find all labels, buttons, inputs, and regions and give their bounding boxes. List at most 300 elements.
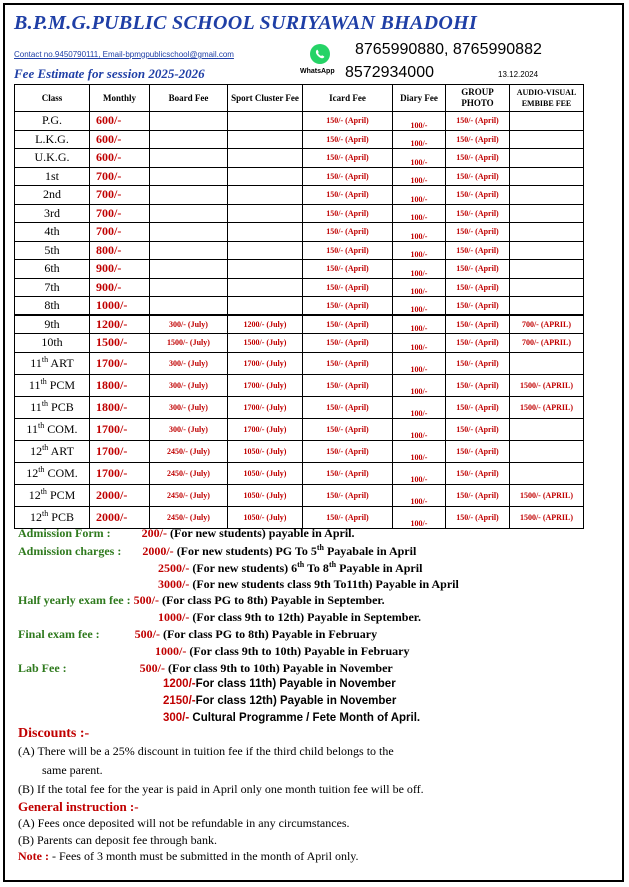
lab-fee-label: Lab Fee : xyxy=(18,661,67,675)
cell-icard-fee: 150/- (April) xyxy=(303,484,393,506)
col-header-monthly: Monthly xyxy=(90,85,150,112)
cell-sport-cluster-fee: 1700/- (July) xyxy=(228,352,303,374)
cell-icard-fee: 150/- (April) xyxy=(303,334,393,353)
whatsapp-icon xyxy=(310,44,330,64)
half-yearly-2-text: (For class 9th to 12th) Payable in September. xyxy=(192,610,421,624)
table-row xyxy=(15,315,584,334)
cell-board-fee: 300/- (July) xyxy=(150,374,228,396)
admission-charge-2-text: (For new students) 6 xyxy=(192,561,298,575)
admission-form-amount: 200/- xyxy=(141,526,168,540)
cell-monthly: 700/- xyxy=(90,223,150,242)
discount-b: (B) If the total fee for the year is paid in April only one month tuition fee will be off. xyxy=(18,782,424,796)
admission-charge-2-sup2: th xyxy=(328,560,337,569)
cell-monthly: 1700/- xyxy=(90,462,150,484)
cell-monthly: 1800/- xyxy=(90,396,150,418)
discounts-heading: Discounts :- xyxy=(18,726,90,741)
cell-board-fee xyxy=(150,260,228,279)
cell-diary-fee: 100/- xyxy=(393,440,446,462)
cell-diary-fee: 100/- xyxy=(393,297,446,316)
cell-audio-visual-fee xyxy=(510,167,584,186)
cell-diary-fee: 100/- xyxy=(393,352,446,374)
col-header-board-fee: Board Fee xyxy=(150,85,228,112)
col-header-class: Class xyxy=(15,85,90,112)
admission-form-label: Admission Form : xyxy=(18,526,111,540)
cell-diary-fee: 100/- xyxy=(393,462,446,484)
cell-diary-fee: 100/- xyxy=(393,278,446,297)
fee-table xyxy=(14,84,584,529)
cell-board-fee: 2450/- (July) xyxy=(150,484,228,506)
cell-diary-fee: 100/- xyxy=(393,204,446,223)
class-name: 11 xyxy=(26,422,38,436)
admission-form-text: (For new students) payable in April. xyxy=(170,526,355,540)
table-row xyxy=(15,223,584,242)
admission-charge-1-text: (For new students) PG To 5 xyxy=(176,544,317,558)
cell-group-photo: 150/- (April) xyxy=(446,223,510,242)
cell-group-photo: 150/- (April) xyxy=(446,440,510,462)
cell-icard-fee: 150/- (April) xyxy=(303,204,393,223)
cell-group-photo: 150/- (April) xyxy=(446,130,510,149)
cell-sport-cluster-fee xyxy=(228,130,303,149)
final-exam-2-text: (For class 9th to 10th) Payable in February xyxy=(189,644,410,658)
cell-class xyxy=(15,278,90,297)
cell-board-fee xyxy=(150,130,228,149)
class-suffix: th xyxy=(42,443,49,452)
cell-audio-visual-fee: 1500/- (APRIL) xyxy=(510,506,584,528)
table-row xyxy=(15,278,584,297)
cell-board-fee: 2450/- (July) xyxy=(150,440,228,462)
admission-charges-line-3 xyxy=(158,577,459,592)
cell-monthly: 1000/- xyxy=(90,297,150,316)
cell-group-photo: 150/- (April) xyxy=(446,278,510,297)
cell-sport-cluster-fee: 1200/- (July) xyxy=(228,315,303,334)
cell-monthly: 900/- xyxy=(90,260,150,279)
cultural-programme-line xyxy=(163,712,420,724)
class-name: 11 xyxy=(30,400,42,414)
cell-icard-fee: 150/- (April) xyxy=(303,352,393,374)
cell-board-fee: 2450/- (July) xyxy=(150,506,228,528)
class-name: 12 xyxy=(30,510,43,524)
cell-audio-visual-fee: 700/- (APRIL) xyxy=(510,334,584,353)
admission-charges-label: Admission charges : xyxy=(18,544,122,558)
final-exam-line-2 xyxy=(155,644,409,659)
cell-monthly: 700/- xyxy=(90,204,150,223)
col-header-sport-cluster-fee: Sport Cluster Fee xyxy=(228,85,303,112)
cell-diary-fee: 100/- xyxy=(393,241,446,260)
whatsapp-label: WhatsApp xyxy=(300,68,335,75)
admission-charge-2-text-end: Payable in April xyxy=(336,561,423,575)
cell-diary-fee: 100/- xyxy=(393,223,446,242)
cultural-amount: 300/- xyxy=(163,712,190,724)
class-name: 3rd xyxy=(44,205,60,220)
class-suffix: th xyxy=(38,465,45,474)
cell-group-photo: 150/- (April) xyxy=(446,149,510,168)
cell-monthly: 600/- xyxy=(90,149,150,168)
cell-diary-fee: 100/- xyxy=(393,374,446,396)
cell-monthly: 800/- xyxy=(90,241,150,260)
cell-board-fee xyxy=(150,223,228,242)
cell-diary-fee: 100/- xyxy=(393,167,446,186)
cell-audio-visual-fee xyxy=(510,440,584,462)
cell-sport-cluster-fee xyxy=(228,149,303,168)
col-header-diary-fee: Diary Fee xyxy=(393,85,446,112)
cell-monthly: 1800/- xyxy=(90,374,150,396)
cell-sport-cluster-fee xyxy=(228,223,303,242)
admission-charge-1-sup: th xyxy=(316,543,324,552)
cell-icard-fee: 150/- (April) xyxy=(303,418,393,440)
cell-class xyxy=(15,374,90,396)
cell-monthly: 1700/- xyxy=(90,440,150,462)
cell-diary-fee: 100/- xyxy=(393,418,446,440)
class-name: 12 xyxy=(28,488,41,502)
admission-charge-2-amount: 2500/- xyxy=(158,561,190,575)
cell-group-photo: 150/- (April) xyxy=(446,315,510,334)
cell-board-fee: 300/- (July) xyxy=(150,418,228,440)
cell-class xyxy=(15,484,90,506)
cell-audio-visual-fee xyxy=(510,186,584,205)
admission-charge-3-text: (For new students class 9th To11th) Payable in April xyxy=(192,577,459,591)
class-name: U.K.G. xyxy=(34,150,70,165)
class-stream: PCM xyxy=(46,488,76,502)
cell-sport-cluster-fee xyxy=(228,297,303,316)
cell-icard-fee: 150/- (April) xyxy=(303,374,393,396)
discount-a-line-2: same parent. xyxy=(42,763,103,777)
final-exam-label: Final exam fee : xyxy=(18,627,100,641)
table-row xyxy=(15,204,584,223)
cell-monthly: 900/- xyxy=(90,278,150,297)
cell-group-photo: 150/- (April) xyxy=(446,352,510,374)
cell-monthly: 1500/- xyxy=(90,334,150,353)
cell-group-photo: 150/- (April) xyxy=(446,186,510,205)
lab-fee-1-amount: 500/- xyxy=(139,661,165,675)
note-text: - Fees of 3 month must be submitted in the month of April only. xyxy=(48,849,359,863)
class-stream: PCB xyxy=(48,510,74,524)
cell-audio-visual-fee xyxy=(510,260,584,279)
cell-monthly: 2000/- xyxy=(90,484,150,506)
cell-icard-fee: 150/- (April) xyxy=(303,112,393,131)
cell-class xyxy=(15,440,90,462)
cell-sport-cluster-fee xyxy=(228,167,303,186)
whatsapp-number: 8572934000 xyxy=(345,64,434,81)
lab-fee-line-1 xyxy=(18,661,393,676)
cell-group-photo: 150/- (April) xyxy=(446,506,510,528)
half-yearly-line-1 xyxy=(18,593,385,608)
final-exam-2-amount: 1000/- xyxy=(155,644,187,658)
cell-diary-fee: 100/- xyxy=(393,334,446,353)
cell-board-fee: 1500/- (July) xyxy=(150,334,228,353)
cell-audio-visual-fee xyxy=(510,149,584,168)
class-suffix: th xyxy=(40,487,47,496)
cell-sport-cluster-fee xyxy=(228,241,303,260)
class-name: P.G. xyxy=(41,113,62,128)
cell-sport-cluster-fee xyxy=(228,278,303,297)
cell-group-photo: 150/- (April) xyxy=(446,396,510,418)
table-row xyxy=(15,440,584,462)
cell-class xyxy=(15,167,90,186)
cell-icard-fee: 150/- (April) xyxy=(303,130,393,149)
cell-group-photo: 150/- (April) xyxy=(446,241,510,260)
class-stream: PCM xyxy=(46,378,76,392)
cell-audio-visual-fee xyxy=(510,223,584,242)
lab-fee-line-3 xyxy=(163,695,396,707)
cell-group-photo: 150/- (April) xyxy=(446,334,510,353)
col-header-group-photo: GROUP PHOTO xyxy=(446,85,510,112)
cell-icard-fee: 150/- (April) xyxy=(303,186,393,205)
cell-icard-fee: 150/- (April) xyxy=(303,297,393,316)
lab-fee-3-text: For class 12th) Payable in November xyxy=(195,695,397,707)
cell-audio-visual-fee xyxy=(510,204,584,223)
general-instruction-b: (B) Parents can deposit fee through bank. xyxy=(18,833,217,847)
cell-sport-cluster-fee: 1700/- (July) xyxy=(228,374,303,396)
cell-audio-visual-fee xyxy=(510,130,584,149)
cell-board-fee xyxy=(150,112,228,131)
final-exam-1-amount: 500/- xyxy=(134,627,160,641)
cell-sport-cluster-fee: 1050/- (July) xyxy=(228,506,303,528)
cell-board-fee xyxy=(150,278,228,297)
class-suffix: th xyxy=(40,377,47,386)
class-name: 10th xyxy=(41,335,63,350)
class-name: L.K.G. xyxy=(35,131,69,146)
cell-monthly: 2000/- xyxy=(90,506,150,528)
admission-charges-line-2 xyxy=(158,560,422,576)
cell-board-fee xyxy=(150,149,228,168)
cell-monthly: 600/- xyxy=(90,112,150,131)
cell-monthly: 1700/- xyxy=(90,352,150,374)
lab-fee-2-text: For class 11th) Payable in November xyxy=(195,678,396,690)
cultural-text: Cultural Programme / Fete Month of April. xyxy=(192,712,421,724)
class-suffix: th xyxy=(41,355,49,364)
table-row xyxy=(15,130,584,149)
class-stream: ART xyxy=(48,444,74,458)
class-suffix: th xyxy=(37,421,45,430)
table-row xyxy=(15,352,584,374)
cell-audio-visual-fee: 1500/- (APRIL) xyxy=(510,484,584,506)
col-header-icard-fee: Icard Fee xyxy=(303,85,393,112)
cell-sport-cluster-fee xyxy=(228,204,303,223)
cell-icard-fee: 150/- (April) xyxy=(303,278,393,297)
cell-diary-fee: 100/- xyxy=(393,484,446,506)
cell-class xyxy=(15,352,90,374)
cell-board-fee xyxy=(150,204,228,223)
contact-info[interactable]: Contact no.9450790111, Email-bpmgpublicschool@gmail.com xyxy=(14,50,234,59)
lab-fee-2-amount: 1200/- xyxy=(163,678,196,690)
class-name: 9th xyxy=(44,317,60,331)
note-line xyxy=(18,849,359,864)
class-stream: COM. xyxy=(44,466,78,480)
cell-sport-cluster-fee: 1050/- (July) xyxy=(228,484,303,506)
cell-group-photo: 150/- (April) xyxy=(446,260,510,279)
class-name: 8th xyxy=(44,298,60,312)
cell-board-fee: 2450/- (July) xyxy=(150,462,228,484)
half-yearly-label: Half yearly exam fee : xyxy=(18,593,131,607)
document-date: 13.12.2024 xyxy=(498,70,539,79)
cell-diary-fee: 100/- xyxy=(393,260,446,279)
admission-charge-2-sup1: th xyxy=(297,560,305,569)
class-name: 2nd xyxy=(43,187,61,202)
cell-board-fee xyxy=(150,167,228,186)
cell-board-fee: 300/- (July) xyxy=(150,352,228,374)
cell-sport-cluster-fee: 1050/- (July) xyxy=(228,440,303,462)
class-name: 11 xyxy=(28,378,41,392)
cell-class xyxy=(15,223,90,242)
cell-diary-fee: 100/- xyxy=(393,130,446,149)
cell-audio-visual-fee xyxy=(510,418,584,440)
cell-class xyxy=(15,186,90,205)
class-name: 6th xyxy=(44,261,60,276)
cell-sport-cluster-fee: 1700/- (July) xyxy=(228,396,303,418)
class-stream: PCB xyxy=(48,400,74,414)
admission-charge-2-text-mid: To 8 xyxy=(304,561,329,575)
table-row xyxy=(15,241,584,260)
half-yearly-2-amount: 1000/- xyxy=(158,610,190,624)
general-instruction-heading: General instruction :- xyxy=(18,799,139,814)
cell-icard-fee: 150/- (April) xyxy=(303,440,393,462)
cell-monthly: 600/- xyxy=(90,130,150,149)
cell-sport-cluster-fee: 1050/- (July) xyxy=(228,462,303,484)
cell-class xyxy=(15,130,90,149)
cell-sport-cluster-fee: 1700/- (July) xyxy=(228,418,303,440)
cell-audio-visual-fee: 1500/- (APRIL) xyxy=(510,396,584,418)
class-name: 12 xyxy=(26,466,39,480)
cell-group-photo: 150/- (April) xyxy=(446,297,510,316)
cell-sport-cluster-fee: 1500/- (July) xyxy=(228,334,303,353)
admission-charges-line-1 xyxy=(18,543,416,559)
cell-icard-fee: 150/- (April) xyxy=(303,315,393,334)
cell-audio-visual-fee xyxy=(510,352,584,374)
cell-board-fee: 300/- (July) xyxy=(150,315,228,334)
half-yearly-line-2 xyxy=(158,610,421,625)
cell-monthly: 1700/- xyxy=(90,418,150,440)
cell-sport-cluster-fee xyxy=(228,186,303,205)
cell-audio-visual-fee: 700/- (APRIL) xyxy=(510,315,584,334)
phone-numbers: 8765990880, 8765990882 xyxy=(355,41,542,58)
cell-class xyxy=(15,241,90,260)
cell-diary-fee: 100/- xyxy=(393,149,446,168)
class-name: 12 xyxy=(30,444,43,458)
table-row xyxy=(15,167,584,186)
half-yearly-1-text: (For class PG to 8th) Payable in September. xyxy=(161,593,385,607)
cell-audio-visual-fee xyxy=(510,241,584,260)
cell-audio-visual-fee xyxy=(510,278,584,297)
class-name: 4th xyxy=(44,224,60,239)
cell-icard-fee: 150/- (April) xyxy=(303,223,393,242)
cell-diary-fee: 100/- xyxy=(393,112,446,131)
lab-fee-line-2 xyxy=(163,678,396,690)
half-yearly-1-amount: 500/- xyxy=(133,593,159,607)
cell-class xyxy=(15,462,90,484)
class-name: 7th xyxy=(44,279,60,294)
cell-group-photo: 150/- (April) xyxy=(446,112,510,131)
cell-class xyxy=(15,506,90,528)
cell-audio-visual-fee xyxy=(510,297,584,316)
cell-sport-cluster-fee xyxy=(228,260,303,279)
cell-group-photo: 150/- (April) xyxy=(446,418,510,440)
cell-class xyxy=(15,315,90,334)
cell-monthly: 700/- xyxy=(90,167,150,186)
table-header-row xyxy=(15,85,584,112)
cell-diary-fee: 100/- xyxy=(393,506,446,528)
cell-board-fee: 300/- (July) xyxy=(150,396,228,418)
class-suffix: th xyxy=(42,509,49,518)
cell-diary-fee: 100/- xyxy=(393,315,446,334)
general-instruction-a: (A) Fees once deposited will not be refundable in any circumstances. xyxy=(18,816,350,830)
cell-class xyxy=(15,297,90,316)
cell-class xyxy=(15,204,90,223)
cell-icard-fee: 150/- (April) xyxy=(303,149,393,168)
table-row xyxy=(15,149,584,168)
class-name: 1st xyxy=(44,168,59,183)
class-suffix: th xyxy=(41,399,49,408)
cell-group-photo: 150/- (April) xyxy=(446,204,510,223)
table-row xyxy=(15,334,584,353)
table-row xyxy=(15,418,584,440)
admission-form-line xyxy=(18,526,354,541)
cell-diary-fee: 100/- xyxy=(393,186,446,205)
cell-class xyxy=(15,112,90,131)
lab-fee-1-text: (For class 9th to 10th) Payable in November xyxy=(168,661,393,675)
table-row xyxy=(15,396,584,418)
cell-class xyxy=(15,396,90,418)
cell-audio-visual-fee: 1500/- (APRIL) xyxy=(510,374,584,396)
table-row xyxy=(15,374,584,396)
cell-monthly: 1200/- xyxy=(90,315,150,334)
table-row xyxy=(15,260,584,279)
cell-monthly: 700/- xyxy=(90,186,150,205)
class-stream: COM. xyxy=(44,422,78,436)
cell-audio-visual-fee xyxy=(510,112,584,131)
admission-charge-1-text-end: Payabale in April xyxy=(323,544,417,558)
cell-icard-fee: 150/- (April) xyxy=(303,167,393,186)
table-row xyxy=(15,484,584,506)
cell-icard-fee: 150/- (April) xyxy=(303,396,393,418)
discount-a-line-1: (A) There will be a 25% discount in tuition fee if the third child belongs to the xyxy=(18,744,394,758)
final-exam-1-text: (For class PG to 8th) Payable in February xyxy=(162,627,378,641)
session-title: Fee Estimate for session 2025-2026 xyxy=(14,66,205,81)
cell-icard-fee: 150/- (April) xyxy=(303,462,393,484)
final-exam-line-1 xyxy=(18,627,377,642)
class-name: 11 xyxy=(30,356,42,370)
cell-board-fee xyxy=(150,186,228,205)
note-label: Note : xyxy=(18,849,49,863)
cell-group-photo: 150/- (April) xyxy=(446,462,510,484)
table-row xyxy=(15,186,584,205)
cell-class xyxy=(15,418,90,440)
table-row xyxy=(15,297,584,316)
table-row xyxy=(15,506,584,528)
cell-icard-fee: 150/- (April) xyxy=(303,241,393,260)
cell-class xyxy=(15,260,90,279)
table-row xyxy=(15,462,584,484)
cell-diary-fee: 100/- xyxy=(393,396,446,418)
class-name: 5th xyxy=(44,242,60,257)
cell-icard-fee: 150/- (April) xyxy=(303,506,393,528)
admission-charge-1-amount: 2000/- xyxy=(142,544,174,558)
cell-class xyxy=(15,149,90,168)
school-name: B.P.M.G.PUBLIC SCHOOL SURIYAWAN BHADOHI xyxy=(14,12,478,34)
cell-board-fee xyxy=(150,241,228,260)
col-header-audio-visual-fee: AUDIO-VISUAL EMBIBE FEE xyxy=(510,85,584,112)
table-row xyxy=(15,112,584,131)
cell-icard-fee: 150/- (April) xyxy=(303,260,393,279)
cell-sport-cluster-fee xyxy=(228,112,303,131)
admission-charge-3-amount: 3000/- xyxy=(158,577,190,591)
cell-audio-visual-fee xyxy=(510,462,584,484)
cell-board-fee xyxy=(150,297,228,316)
lab-fee-3-amount: 2150/- xyxy=(163,695,196,707)
cell-group-photo: 150/- (April) xyxy=(446,374,510,396)
cell-group-photo: 150/- (April) xyxy=(446,167,510,186)
cell-group-photo: 150/- (April) xyxy=(446,484,510,506)
class-stream: ART xyxy=(48,356,74,370)
